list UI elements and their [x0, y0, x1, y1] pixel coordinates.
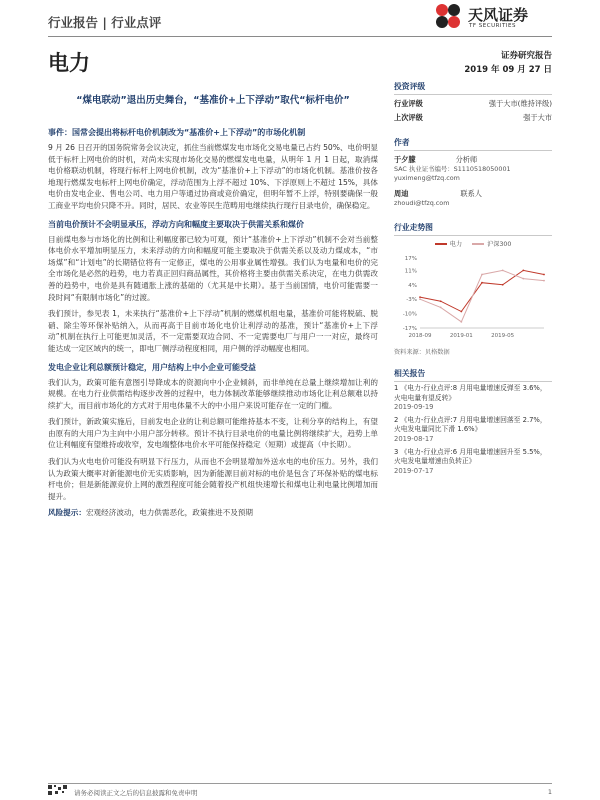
data-point — [481, 282, 483, 284]
related-title: 3 《电力-行业点评:6 月用电量增速回升至 5.5%，火电发电量增速由负转正》 — [394, 447, 547, 466]
x-tick-label: 2019-05 — [491, 333, 515, 339]
related-heading: 相关报告 — [394, 366, 552, 382]
legend-item — [435, 239, 462, 248]
related-report[interactable] — [394, 384, 552, 413]
data-point — [481, 274, 483, 276]
data-point — [543, 280, 545, 282]
author-heading: 作者 — [394, 135, 552, 151]
report-type: 证券研究报告 — [500, 51, 552, 61]
logo-text-cn: 天风证券 — [468, 6, 529, 24]
paragraph: 我们认为，政策可能有意图引导降成本的资源向中小企业倾斜，而非单纯在总量上继续增加让利的规模。在电力行业供需结构逐步改善的过程中，电力体制改革能够继续推动市场化让利总额难以持续扩大，而目前市场化的方式对于用电体量不大的中小用户来说可能存在一定的门槛。 — [48, 377, 378, 410]
chart-legend — [394, 239, 552, 248]
risk-note — [48, 507, 378, 519]
section-heading: 事件：国常会提出将标杆电价机制改为“基准价+上下浮动”的市场化机制 — [48, 128, 306, 137]
chart-source: 资料来源：贝格数据 — [394, 349, 450, 356]
x-tick-label: 2019-01 — [449, 333, 473, 339]
section-heading: 发电企业让利总额预计稳定，用户结构上中小企业可能受益 — [48, 362, 256, 372]
sidebar — [394, 79, 552, 479]
analyst-2 — [394, 189, 552, 199]
analyst-name: 于夕朦 — [394, 155, 416, 164]
y-tick-label: -10% — [402, 311, 417, 318]
legend-item — [472, 239, 511, 248]
analyst-cert: SAC 执业证书编号：S1110518050001 — [394, 165, 511, 173]
analyst-email[interactable]: zhoudi@tfzq.com — [394, 199, 450, 207]
rating-value: 强于大市(维持评级) — [488, 99, 552, 108]
data-point — [460, 321, 462, 323]
section-heading: 当前电价预计不会明显承压，浮动方向和幅度主要取决于供需关系和煤价 — [48, 219, 304, 229]
analyst-email[interactable]: yuximeng@tfzq.com — [394, 174, 460, 182]
x-tick-label: 2018-09 — [408, 333, 432, 339]
trend-heading: 行业走势图 — [394, 220, 552, 236]
series-line-hs300 — [420, 270, 544, 321]
y-tick-label: -3% — [406, 297, 417, 304]
report-subtitle: “煤电联动”退出历史舞台，“基准价+上下浮动”取代“标杆电价” — [76, 95, 350, 106]
related-date: 2019-07-17 — [394, 466, 434, 475]
related-title: 1 《电力-行业点评:8 月用电量增速反弹至 3.6%，火电电量有望反转》 — [394, 384, 547, 402]
report-date: 2019 年 09 月 27 日 — [464, 65, 552, 75]
data-point — [522, 278, 524, 280]
paragraph: 我们预计，新政策实施后，目前发电企业的让利总额可能维持基本不变，让利分享的结构上，有望由原有的大用户为主向中小用户部分转移。预计不执行目录电价的电量比例将继续扩大，趋势上单位让利幅度有望维持或收窄，发电端整体电价水平可能保持稳定（短期）或提高（中长期）。 — [48, 417, 378, 450]
prev-rating-label: 上次评级 — [394, 113, 423, 122]
company-logo — [434, 2, 552, 34]
main-content — [48, 123, 378, 524]
report-category: 行业报告 | 行业点评 — [48, 15, 162, 30]
data-point — [440, 307, 442, 309]
analyst-name: 周迪 — [394, 189, 409, 198]
series-line-power — [420, 270, 544, 311]
logo-mark-icon — [434, 2, 464, 32]
paragraph: 我们认为火电电价可能没有明显下行压力，从而也不会明显增加外送水电的电价压力。另外，我们认为政策大概率对新能源电价无实质影响，因为新能源目前对标的电价是包含了环保补贴的煤电标杆电价；但是新能源竞价上网的激烈程度可能会随着投产机组快速增长和煤电让利电量比例增加而提升。 — [48, 457, 378, 501]
data-point — [440, 300, 442, 302]
analyst-1 — [394, 155, 552, 165]
risk-label: 风险提示： — [48, 508, 86, 518]
analyst-role: 分析师 — [455, 155, 478, 164]
rating-row — [394, 97, 552, 111]
paragraph: 9 月 26 日召开的国务院常务会议决定，抓住当前燃煤发电市场化交易电量已占约 50%、电价明显低于标杆上网电价的时机，对尚未实现市场化交易的燃煤发电电量，从明年 1 月 1 日起，取消煤电价格联动机制，将现行标杆上网电价机制，改为“基准价+上下浮动”的市场化机制。基准价按各地现行燃煤发电标杆上网电价确定，浮动范围为上浮不超过 10%、下浮原则上不超过 15%，具体电价由发电企业、售电公司、电力用户等通过协商或竞价确定，但明年暂不上浮，特别要确保一般工商业平均电价只降不升。同时，居民、农业等民生范畴用电继续执行现行目录电价，确保稳定。 — [48, 143, 378, 210]
paragraph: 我们预计，参见表 1，未来执行“基准价+上下浮动”机制的燃煤机组电量，基准价可能将脱硫、脱硝、除尘等环保补贴纳入，从而再高于目前市场化电价让利浮动的基准，预计“基准价+上下浮动”机制在执行上可能更加灵活，不一定需要双边合同、不一定需要电厂与用户一一对应，最终可能达成一定区域内的统一，即电厂侧浮动程度相同，用户侧的浮动幅度也相同。 — [48, 309, 378, 353]
data-point — [502, 269, 504, 271]
data-point — [543, 274, 545, 276]
footer-divider — [48, 783, 552, 784]
related-date: 2019-08-17 — [394, 434, 434, 443]
y-tick-label: 4% — [408, 282, 417, 289]
data-point — [502, 284, 504, 286]
logo-text-en: TF SECURITIES — [469, 23, 516, 29]
risk-text: 宏观经济波动，电力供需恶化，政策推进不及预期 — [85, 508, 254, 518]
page-number: 1 — [547, 788, 552, 796]
qr-code-icon — [48, 785, 68, 795]
prev-rating-value: 强于大市 — [523, 113, 552, 122]
data-point — [419, 298, 421, 300]
y-tick-label: -17% — [402, 326, 417, 332]
related-report[interactable] — [394, 416, 552, 445]
rating-label: 行业评级 — [394, 99, 423, 108]
trend-chart-svg — [394, 252, 552, 344]
related-report[interactable] — [394, 448, 552, 477]
prev-rating-row — [394, 111, 552, 125]
y-tick-label: 17% — [404, 256, 417, 262]
legend-label: 沪深300 — [487, 241, 512, 248]
rating-heading: 投资评级 — [394, 79, 552, 95]
related-title: 2 《电力-行业点评:7 月用电量增速回落至 2.7%，火电发电量同比下滑 1.6%》 — [394, 415, 547, 434]
analyst-role: 联系人 — [460, 189, 482, 198]
data-point — [522, 269, 524, 271]
related-date: 2019-09-19 — [394, 403, 434, 412]
y-tick-label: 11% — [404, 268, 417, 275]
footer-disclaimer: 请务必阅读正文之后的信息披露和免责申明 — [74, 789, 198, 797]
trend-chart — [394, 252, 552, 344]
header-divider — [48, 36, 552, 37]
data-point — [419, 296, 421, 298]
data-point — [460, 311, 462, 313]
paragraph: 目前煤电参与市场化的比例和让利幅度都已较为可观，预计“基准价+上下浮动”机制不会对当前整体电价水平增加明显压力，未来浮动的方向和幅度可能主要取决于供需关系以及动力煤成本，“市场煤”和“计划电”的长期错位将有一定修正，煤电的公用事业属性增强。我们认为电量和电价的完全市场化是必然的趋势，电力若真正回归商品属性，其价格将主要由供需关系决定，在电力供需改善的趋势中，电价是具有随通胀上涨的基础的（尤其是中长期）。基于当前国情，电价可能需要一段时间“有限制市场化”的过渡。 — [48, 234, 378, 302]
legend-label: 电力 — [449, 241, 463, 248]
page-title: 电力 — [48, 51, 90, 75]
